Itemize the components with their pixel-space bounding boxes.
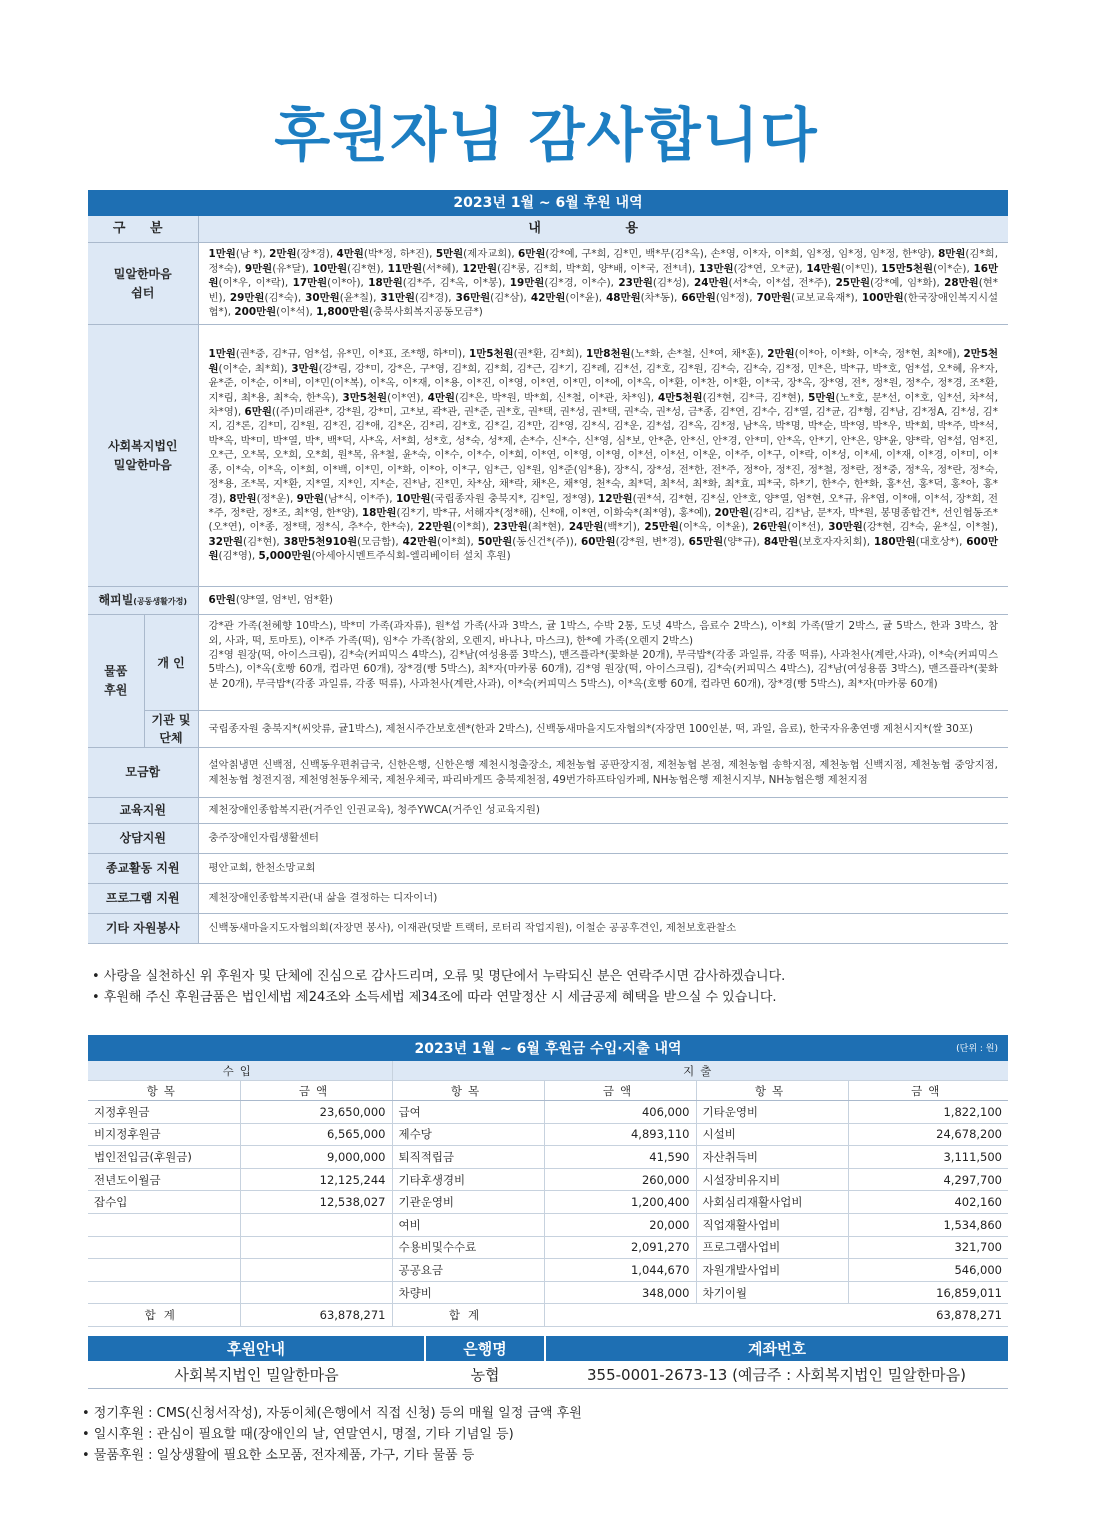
expense-item: 공공요금 (392, 1259, 544, 1282)
donor-names: (김*영), (218, 550, 259, 563)
donation-amount: 6만원 (208, 594, 236, 607)
expense-amount: 1,044,670 (544, 1259, 696, 1282)
income-item: 비지정후원금 (88, 1123, 240, 1146)
guide-line: • 일시후원 : 관심이 필요할 때(장애인의 날, 연말연시, 명절, 기타 기념일 등) (82, 1427, 514, 1442)
income-item: 잡수입 (88, 1191, 240, 1214)
income-item (88, 1236, 240, 1259)
guide-line: • 정기후원 : CMS(신청서작성), 자동이체(은행에서 직접 신청) 등의 매월 일정 금액 후원 (82, 1406, 582, 1421)
expense-amount: 4,893,110 (544, 1123, 696, 1146)
expense-amount: 41,590 (544, 1146, 696, 1169)
finance-row (88, 1281, 1008, 1304)
donor-names: (모금함), (357, 535, 403, 548)
guide-line: • 물품후원 : 일상생활에 필요한 소모품, 전자제품, 가구, 기타 물품 등 (82, 1448, 475, 1463)
category-shelter: 밀알한마음 쉼터 (88, 243, 198, 325)
religion-support: 평안교회, 한천소망교회 (198, 854, 1008, 884)
donor-names: (서*혜), (422, 262, 463, 275)
finance-table-header: 2023년 1월 ~ 6월 후원금 수입·지출 내역 (단위 : 원) (88, 1035, 1008, 1061)
donation-amount: 42만원 (402, 535, 438, 548)
donor-names: (강*예, 구*희, 김*민, 백*무(김*옥), 손*영, 이*자, 이*희, 임*정, 임*정, 임*정, 한*양), (545, 248, 939, 261)
donor-names: (박*정, 하*진), (363, 248, 436, 261)
income-item: 지정후원금 (88, 1101, 240, 1124)
donor-names: (이*희), (437, 535, 478, 548)
donor-names: (남*식, 이*주), (323, 492, 396, 505)
expense-amount: 1,822,100 (848, 1101, 1008, 1124)
expense-item: 차량비 (392, 1281, 544, 1304)
donation-amount: 1만원 (208, 348, 236, 361)
unit-label: (단위 : 원) (956, 1044, 998, 1054)
goods-individual-label: 개 인 (144, 615, 198, 711)
donor-names: (이*희), (452, 521, 494, 534)
donation-box-places: 설악칡냉면 신백점, 신백동우편취급국, 신한은행, 신한은행 제천시청출장소, 제천농협 공판장지점, 제천농협 본점, 제천농협 송학지점, 제천농협 신백지점, 제천농협 중앙지점, 제천농협 청전지점, 제천영천동우체국, 제천우체국, 파리바게뜨 충북제천점, 49번가하프타임카페, NH농협은행 제천시지부, NH농협은행 제천지점 (198, 748, 1008, 798)
donation-amount: 18만원 (361, 506, 397, 519)
donation-amount: 25만원 (644, 521, 679, 534)
donor-names: (백*기), (603, 521, 645, 534)
income-label: 수입 (88, 1061, 392, 1081)
donor-names: (노*화, 손*철, 신*여, 채*훈), (630, 348, 768, 361)
expense-amount: 260,000 (544, 1168, 696, 1191)
donation-amount: 31만원 (380, 291, 415, 304)
expense-item: 프로그램사업비 (696, 1236, 848, 1259)
donor-names: (양*열, 엄*빈, 엄*환) (235, 594, 333, 607)
donor-names: (김*주, 김*옥, 이*봉), (402, 277, 510, 290)
expense-label: 지출 (392, 1061, 1008, 1081)
expense-item: 제수당 (392, 1123, 544, 1146)
donation-amount: 16만원 (208, 262, 999, 290)
donor-names: (이*선), (787, 521, 829, 534)
donation-amount: 30만원 (305, 291, 340, 304)
expense-item: 시설장비유지비 (696, 1168, 848, 1191)
donor-names: (권*환, 김*희), (513, 348, 586, 361)
shelter-donors (198, 243, 1008, 325)
donation-amount: 36만원 (455, 291, 491, 304)
donation-amount: 12만원 (598, 492, 633, 505)
donor-names: (강*연, 오*균), (733, 262, 807, 275)
donor-names: (이*우, 이*락), (218, 277, 293, 290)
col-amount: 금액 (544, 1081, 696, 1101)
donation-amount: 1만5천원 (468, 348, 514, 361)
expense-amount: 1,534,860 (848, 1213, 1008, 1236)
donation-amount: 2만원 (767, 348, 795, 361)
donor-names: (유*달), (272, 262, 313, 275)
bank-name: 농협 (425, 1361, 545, 1389)
donor-names: (이*아, 이*화, 이*숙, 정*현, 최*애), (794, 348, 964, 361)
income-item: 법인전입금(후원금) (88, 1146, 240, 1169)
donor-names: (김*경), (414, 291, 456, 304)
donor-names: (이*순), (933, 262, 974, 275)
expense-total: 63,878,271 (544, 1304, 1008, 1327)
donation-amount: 14만원 (806, 262, 841, 275)
column-content: 내 용 (198, 216, 1008, 243)
income-total-label: 합계 (88, 1304, 240, 1327)
note-line: • 사랑을 실천하신 위 후원자 및 단체에 진심으로 감사드리며, 오류 및 명단에서 누락되신 분은 연락주시면 감사하겠습니다. (92, 969, 786, 984)
expense-item: 직업재활사업비 (696, 1213, 848, 1236)
donor-names: (김*리, 김*남, 문*자, 박*원, 봉명종합건*, 선인협동조*(오*연), 이*종, 정*택, 정*식, 추*수, 한*숙), (208, 506, 999, 534)
expense-amount: 16,859,011 (848, 1281, 1008, 1304)
donation-amount: 25만원 (835, 277, 871, 290)
expense-item: 수용비및수수료 (392, 1236, 544, 1259)
expense-item: 여비 (392, 1213, 544, 1236)
donation-amount: 8만원 (229, 492, 257, 505)
donation-amount: 15만5천원 (881, 262, 934, 275)
expense-item: 차기이월 (696, 1281, 848, 1304)
donation-amount: 18만원 (368, 277, 403, 290)
donation-amount: 4만5천원 (657, 391, 703, 404)
expense-total-label: 합계 (392, 1304, 544, 1327)
donor-names: (장*경), (296, 248, 337, 261)
donation-amount: 30만원 (828, 521, 863, 534)
donor-names: (이*아), (327, 277, 369, 290)
donation-amount: 6만원 (518, 248, 546, 261)
donation-amount: 48만원 (606, 291, 641, 304)
donor-names: (남 *), (235, 248, 270, 261)
donation-table-header: 2023년 1월 ~ 6월 후원 내역 (88, 190, 1008, 216)
donor-names: (김*성), (652, 277, 694, 290)
donation-table (88, 190, 1008, 944)
donation-amount: 12만원 (462, 262, 498, 275)
finance-row (88, 1259, 1008, 1282)
col-amount: 금액 (848, 1081, 1008, 1101)
donation-amount: 5만원 (435, 248, 464, 261)
donation-amount: 65만원 (688, 535, 724, 548)
donation-amount: 19만원 (509, 277, 545, 290)
donation-amount: 29만원 (229, 291, 265, 304)
donation-amount: 13만원 (699, 262, 734, 275)
donor-names: (최*현), (527, 521, 569, 534)
donation-amount: 11만원 (387, 262, 423, 275)
donation-amount: 5만원 (808, 391, 836, 404)
donor-names: (국립종자원 충북지*, 김*일, 정*영), (430, 492, 599, 505)
donation-amount: 8만원 (938, 248, 966, 261)
thanks-notes (92, 966, 785, 1008)
donor-names: (한국장애인복지시설협*), (208, 291, 999, 319)
finance-row (88, 1123, 1008, 1146)
donation-amount: 4만원 (427, 391, 455, 404)
donor-names: (이*옥, 이*윤), (678, 521, 753, 534)
donation-amount: 10만원 (395, 492, 431, 505)
category-counseling: 상담지원 (88, 824, 198, 854)
expense-item: 급여 (392, 1101, 544, 1124)
donation-amount: 23만원 (618, 277, 653, 290)
expense-amount: 2,091,270 (544, 1236, 696, 1259)
donor-names: (이*윤), (565, 291, 607, 304)
donor-names: (보호자자치회), (798, 535, 874, 548)
donor-names: (강*예, 임*화), (870, 277, 945, 290)
category-program: 프로그램 지원 (88, 884, 198, 914)
note-line: • 후원해 주신 후원금품은 법인세법 제24조와 소득세법 제34조에 따라 연말정산 시 세금공제 혜택을 받으실 수 있습니다. (92, 990, 777, 1005)
donor-names: (강*원, 변*경), (615, 535, 689, 548)
donation-amount: 26만원 (752, 521, 788, 534)
donation-amount: 20만원 (714, 506, 750, 519)
category-welfare: 사회복지법인 밀알한마음 (88, 325, 198, 587)
bank-guide: 사회복지법인 밀알한마음 (88, 1361, 425, 1389)
volunteer-support: 신백동새마을지도자협의회(자장면 봉사), 이재관(덧밭 트랙터, 로터리 작업지원), 이철순 공공후견인, 제천보호관찰소 (198, 914, 1008, 944)
income-item (88, 1259, 240, 1282)
donor-names: (김*희, 정*숙), (208, 248, 999, 275)
bank-account: 355-0001-2673-13 (예금주 : 사회복지법인 밀알한마음) (545, 1361, 1008, 1389)
expense-amount: 546,000 (848, 1259, 1008, 1282)
donation-amount: 200만원 (234, 306, 277, 319)
donor-names: (강*림, 강*미, 강*은, 구*영, 김*희, 김*희, 김*근, 김*기, 김*례, 김*선, 김*호, 김*원, 김*숙, 김*숙, 김*정, 민*은, 박*규, 박*호, 엄*섭, 오*혜, 유*자, 윤*준, 이*순, 이*비, 이*민(이*복), 이*옥, 이*재, 이*용, 이*진, 이*영, 이*연, 이*민, 이*에, 이*옥, 이*환, 이*찬, 이*환, 이*국, 장*옥, 장*영, 전*, 정*원, 정*수, 정*경, 조*환, 지*림, 최*용, 최*숙, 한*옥), (208, 362, 998, 404)
finance-row (88, 1101, 1008, 1124)
donation-amount: 42만원 (530, 291, 566, 304)
donor-names: (교보교육재*), (791, 291, 862, 304)
donation-amount: 100만원 (861, 291, 904, 304)
col-item: 항목 (696, 1081, 848, 1101)
donor-names: (김*현), (243, 535, 284, 548)
category-happy: 해피빌(공동생활가정) (88, 587, 198, 615)
donation-amount: 60만원 (581, 535, 616, 548)
finance-row (88, 1191, 1008, 1214)
donation-amount: 3만원 (291, 362, 319, 375)
donor-names: (현*빈), (208, 277, 998, 304)
donation-amount: 3만5천원 (342, 391, 388, 404)
donation-guide (82, 1403, 582, 1466)
donor-names: (임*정), (715, 291, 757, 304)
donor-names: (정*운), (256, 492, 297, 505)
goods-org-label: 기관 및 단체 (144, 711, 198, 748)
donation-amount: 2만원 (269, 248, 297, 261)
col-item: 항목 (88, 1081, 240, 1101)
income-amount (240, 1281, 392, 1304)
expense-item: 시설비 (696, 1123, 848, 1146)
bank-header-account: 계좌번호 (545, 1336, 1008, 1361)
counseling-support: 충주장애인자립생활센터 (198, 824, 1008, 854)
income-item (88, 1281, 240, 1304)
donation-amount: 1만원 (208, 248, 236, 261)
column-category: 구 분 (88, 216, 198, 243)
donation-amount: 2만5천원 (208, 348, 998, 375)
donation-amount: 9만원 (244, 262, 273, 275)
category-religion: 종교활동 지원 (88, 854, 198, 884)
happy-donors (198, 587, 1008, 615)
category-goods: 물품 후원 (88, 615, 144, 748)
expense-item: 자산취득비 (696, 1146, 848, 1169)
donor-names: (서*숙, 이*섭, 전*주), (728, 277, 836, 290)
donation-amount: 1만8천원 (585, 348, 631, 361)
donor-names: (노*호, 문*선, 이*호, 임*선, 차*석, 차*영), (208, 391, 998, 419)
expense-amount: 4,297,700 (848, 1168, 1008, 1191)
donor-names: (이*순, 최*희), (218, 362, 292, 375)
income-amount (240, 1236, 392, 1259)
donation-amount: 23만원 (493, 521, 528, 534)
donor-names: (아세아시멘트주식회-엘리베이터 설치 후원) (311, 550, 511, 563)
finance-table (88, 1035, 1008, 1327)
donation-amount: 50만원 (477, 535, 513, 548)
donation-amount: 66만원 (681, 291, 716, 304)
expense-item: 기타운영비 (696, 1101, 848, 1124)
goods-individual: 강*관 가족(천혜향 10박스), 박*미 가족(과자류), 원*섭 가족(사과 3박스, 귤 1박스, 수박 2통, 도넛 4박스, 음료수 2박스), 이*희 가족(딸기 2박스, 귤 5박스, 한과 3박스, 참외, 사과, 떡, 토마토), 이*주 가족(떡), 임*수 가족(참외, 오렌지, 바나나, 마스크), 한*예 가족(오렌지 2박스) 김*영 원장(떡, 아이스크림), 김*숙(커피믹스 4박스), 김*남(여성용품 3박스), 맨즈플라*(꽃화분 20개), 무극밥*(각종 과일류, 각종 떡류), 사과천사(계란,사과), 이*숙(커피믹스 5박스), 이*옥(호빵 60개, 컵라면 60개), 장*경(빵 5박스), 최*자(마카롱 60개), 김*영 원장(떡, 아이스크림), 김*숙(커피믹스 4박스), 김*남(여성용품 3박스), 맨즈플라*(꽃화분 20개), 무극밥*(각종 과일류, 각종 떡류), 사과천사(계란,사과), 이*숙(커피믹스 5박스), 이*옥(호빵 60개, 컵라면 60개), 장*경(빵 5박스), 최*자(마카롱 60개) (198, 615, 1008, 711)
donation-amount: 10만원 (312, 262, 348, 275)
category-volunteer: 기타 자원봉사 (88, 914, 198, 944)
donor-names: (김*숙), (264, 291, 306, 304)
donation-amount: 38만5천910원 (283, 535, 358, 548)
expense-amount: 402,160 (848, 1191, 1008, 1214)
expense-amount: 321,700 (848, 1236, 1008, 1259)
income-total: 63,878,271 (240, 1304, 392, 1327)
donor-names: (권*석, 김*현, 김*실, 안*호, 양*열, 엄*현, 오*규, 유*엽, 이*애, 이*석, 장*희, 전*주, 정*란, 정*조, 최*영, 한*양), (208, 492, 999, 519)
donor-names: (차*동), (640, 291, 682, 304)
donor-names: (대호상*), (915, 535, 967, 548)
expense-amount: 406,000 (544, 1101, 696, 1124)
donor-names: (김*은, 박*원, 박*희, 신*철, 이*관, 차*임), (454, 391, 658, 404)
income-item: 전년도이월금 (88, 1168, 240, 1191)
donation-amount: 5,000만원 (258, 550, 312, 563)
income-amount: 6,565,000 (240, 1123, 392, 1146)
donor-names: (김*경, 이*수), (544, 277, 619, 290)
finance-row (88, 1236, 1008, 1259)
donor-names: (권*중, 김*규, 엄*섭, 유*민, 이*표, 조*행, 하*미), (235, 348, 469, 361)
page-title: 후원자님 감사합니다 (274, 101, 819, 169)
donation-amount: 1,800만원 (316, 306, 370, 319)
donor-names: (동신건*(주)), (512, 535, 582, 548)
donation-amount: 17만원 (292, 277, 328, 290)
expense-amount: 20,000 (544, 1213, 696, 1236)
expense-item: 사회심리재활사업비 (696, 1191, 848, 1214)
finance-row (88, 1146, 1008, 1169)
expense-item: 퇴직적립금 (392, 1146, 544, 1169)
donation-amount: 24만원 (568, 521, 604, 534)
donor-names: (이*민), (840, 262, 882, 275)
donor-names: (윤*칠), (339, 291, 381, 304)
donor-names: (김*현, 김*극, 김*현), (702, 391, 809, 404)
bank-header-name: 은행명 (425, 1336, 545, 1361)
finance-row (88, 1168, 1008, 1191)
education-support: 제천장애인종합복지관(거주인 인권교육), 청주YWCA(거주인 성교육지원) (198, 798, 1008, 824)
donation-amount: 180만원 (873, 535, 916, 548)
donation-amount: 9만원 (296, 492, 324, 505)
donor-names: (제자교회), (463, 248, 519, 261)
expense-amount: 24,678,200 (848, 1123, 1008, 1146)
expense-amount: 348,000 (544, 1281, 696, 1304)
expense-amount: 3,111,500 (848, 1146, 1008, 1169)
expense-item: 자원개발사업비 (696, 1259, 848, 1282)
donation-amount: 6만원 (244, 406, 272, 419)
income-amount: 12,125,244 (240, 1168, 392, 1191)
category-education: 교육지원 (88, 798, 198, 824)
donation-amount: 32만원 (208, 535, 244, 548)
donation-amount: 24만원 (694, 277, 729, 290)
donor-names: (이*석), (276, 306, 317, 319)
finance-row (88, 1213, 1008, 1236)
income-amount (240, 1213, 392, 1236)
donor-names: (강*현, 김*숙, 윤*실, 이*철), (862, 521, 999, 534)
donation-amount: 28만원 (944, 277, 979, 290)
category-donation-box: 모금함 (88, 748, 198, 798)
income-amount: 9,000,000 (240, 1146, 392, 1169)
income-amount: 12,538,027 (240, 1191, 392, 1214)
donation-amount: 84만원 (763, 535, 799, 548)
expense-item: 기관운영비 (392, 1191, 544, 1214)
bank-table (88, 1336, 1008, 1389)
bank-header-guide: 후원안내 (88, 1336, 425, 1361)
donor-names: (양*규), (723, 535, 764, 548)
donation-amount: 22만원 (417, 521, 453, 534)
col-item: 항목 (392, 1081, 544, 1101)
donation-amount: 70만원 (756, 291, 792, 304)
donor-names: ((주)미래관*, 강*원, 강*미, 고*보, 곽*관, 권*준, 권*호, 권*택, 권*성, 권*택, 권*숙, 권*성, 금*종, 김*연, 김*수, 김*열, 김*균, 김*형, 김*남, 김*정A, 김*성, 김*지, 김*론, 김*미, 김*원, 김*진, 김*애, 김*온, 김*리, 김*호, 김*길, 김*만, 김*영, 김*식, 김*운, 김*섭, 김*옥, 김*정, 남*옥, 박*명, 박*순, 박*영, 박*우, 박*희, 박*주, 박*석, 박*옥, 박*미, 박*열, 박*, 백*덕, 사*옥, 서*희, 성*호, 성*숙, 성*제, 손*수, 신*수, 신*영, 심*보, 안*춘, 안*신, 안*경, 안*미, 안*옥, 안*기, 안*은, 양*윤, 양*락, 엄*섭, 엄*진, 오*근, 오*목, 오*희, 오*희, 원*목, 유*철, 윤*숙, 이*수, 이*수, 이*희, 이*연, 이*영, 이*영, 이*선, 이*선, 이*운, 이*주, 이*구, 이*락, 이*성, 이*세, 이*재, 이*경, 이*미, 이*종, 이*숙, 이*옥, 이*희, 이*백, 이*민, 이*화, 이*아, 이*구, 임*근, 임*원, 임*준(임*용), 장*식, 장*성, 전*한, 전*주, 정*아, 정*진, 정*철, 정*란, 정*중, 정*옥, 정*란, 정*숙, 정*용, 조*목, 지*환, 지*열, 지*인, 지*순, 진*남, 진*민, 차*삼, 채*락, 채*은, 채*영, 천*숙, 최*덕, 최*석, 최*화, 최*효, 피*국, 하*기, 한*수, 한*화, 홍*선, 홍*덕, 홍*아, 홍*경), (208, 406, 999, 505)
donor-names: (김*기, 박*규, 서해자*(정*해), 신*애, 이*연, 이화숙*(최*영), 홍*예), (396, 506, 715, 519)
donor-names: (김*현), (347, 262, 388, 275)
donation-amount: 600만원 (208, 535, 999, 563)
donation-amount: 4만원 (336, 248, 364, 261)
col-amount: 금액 (240, 1081, 392, 1101)
program-support: 제천장애인종합복지관(내 삶을 결정하는 디자이너) (198, 884, 1008, 914)
income-amount: 23,650,000 (240, 1101, 392, 1124)
income-item (88, 1213, 240, 1236)
donor-names: (충북사회복지공동모금*) (369, 306, 483, 319)
expense-amount: 1,200,400 (544, 1191, 696, 1214)
income-amount (240, 1259, 392, 1282)
goods-org: 국립종자원 충북지*(씨앗류, 귤1박스), 제천시주간보호센*(한과 2박스), 신백동새마을지도자협의*(자장면 100인분, 떡, 과일, 음료), 한국자유총연맹 제천시지*(쌀 30포) (198, 711, 1008, 748)
donor-names: (이*연), (387, 391, 428, 404)
expense-item: 기타후생경비 (392, 1168, 544, 1191)
welfare-donors (198, 325, 1008, 587)
donor-names: (김*롱, 김*희, 박*희, 양*배, 이*국, 전*녀), (497, 262, 700, 275)
donor-names: (김*삼), (490, 291, 531, 304)
